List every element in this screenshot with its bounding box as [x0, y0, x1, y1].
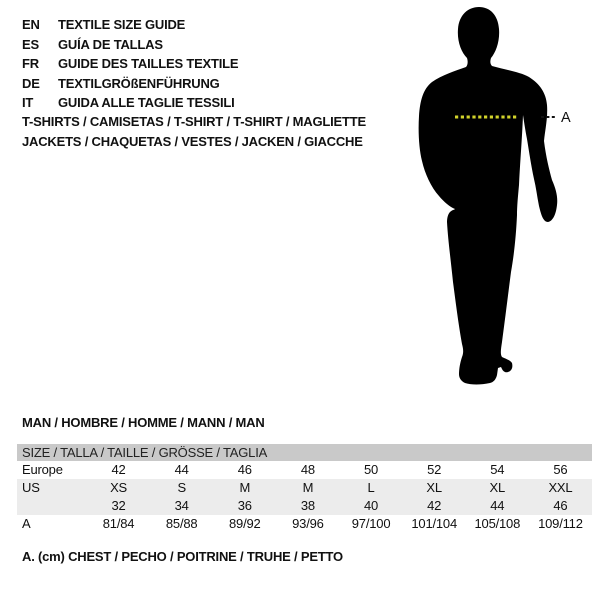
table-cell: 44 — [174, 462, 189, 477]
language-row — [22, 93, 238, 113]
measurement-footnote: A. (cm) CHEST / PECHO / POITRINE / TRUHE / PETTO — [22, 549, 343, 564]
table-cell: 56 — [553, 462, 568, 477]
language-row — [22, 54, 238, 74]
table-row-chest-a — [17, 515, 592, 533]
category-lines — [22, 112, 366, 152]
size-table-header: SIZE / TALLA / TAILLE / GRÖSSE / TAGLIA — [17, 444, 592, 461]
table-row-us-numeric — [17, 497, 592, 515]
language-list — [22, 15, 238, 113]
table-cell: 38 — [300, 498, 315, 513]
language-title: TEXTILE SIZE GUIDE — [58, 17, 186, 32]
table-cell: 93/96 — [292, 516, 324, 531]
size-table — [17, 444, 592, 533]
table-cell: 44 — [490, 498, 505, 513]
table-cell: 101/104 — [411, 516, 457, 531]
table-cell: XXL — [548, 480, 573, 495]
language-code: IT — [22, 95, 34, 110]
table-cell: 105/108 — [474, 516, 521, 531]
measurement-a-label: A — [561, 110, 571, 126]
language-row — [22, 15, 238, 35]
table-cell: 46 — [237, 462, 252, 477]
row-label: A — [22, 516, 31, 531]
table-cell: 85/88 — [165, 516, 198, 531]
table-cell: 40 — [364, 498, 379, 513]
table-row-europe — [17, 461, 592, 479]
table-cell: XL — [426, 480, 442, 495]
language-row — [22, 35, 238, 55]
table-cell: 50 — [364, 462, 379, 477]
man-silhouette-figure — [395, 0, 600, 400]
table-cell: 81/84 — [102, 516, 135, 531]
table-cell: 34 — [174, 498, 189, 513]
table-cell: 36 — [237, 498, 252, 513]
table-cell: L — [367, 480, 375, 495]
table-cell: XS — [110, 480, 128, 495]
table-cell: 109/112 — [538, 516, 583, 531]
table-cell: 42 — [427, 498, 442, 513]
row-label — [17, 497, 87, 515]
category-line-tshirts: T-SHIRTS / CAMISETAS / T-SHIRT / T-SHIRT / MAGLIETTE — [22, 114, 366, 129]
table-cell: 32 — [111, 498, 126, 513]
table-cell: 97/100 — [351, 516, 391, 531]
language-title: GUIDE DES TAILLES TEXTILE — [58, 56, 239, 71]
category-line-jackets: JACKETS / CHAQUETAS / VESTES / JACKEN / GIACCHE — [22, 134, 363, 149]
language-row — [22, 74, 238, 94]
man-silhouette — [419, 7, 558, 385]
language-code: FR — [22, 56, 39, 71]
language-title: GUÍA DE TALLAS — [58, 36, 163, 52]
table-cell: 89/92 — [229, 516, 261, 531]
language-title: GUIDA ALLE TAGLIE TESSILI — [58, 95, 235, 110]
table-cell: M — [239, 480, 251, 495]
table-row-us — [17, 479, 592, 497]
language-code: EN — [22, 17, 40, 32]
table-cell: 48 — [300, 462, 315, 477]
table-cell: S — [177, 480, 186, 495]
table-cell: 52 — [427, 462, 442, 477]
section-title-man: MAN / HOMBRE / HOMME / MANN / MAN — [22, 415, 265, 430]
language-title: TEXTILGRÖßENFÜHRUNG — [58, 75, 220, 91]
language-code: DE — [22, 75, 40, 91]
table-cell: 54 — [490, 462, 505, 477]
row-label: Europe — [22, 462, 63, 477]
table-cell: XL — [489, 480, 506, 495]
language-code: ES — [22, 36, 39, 52]
table-cell: M — [302, 480, 314, 495]
row-label: US — [22, 480, 40, 495]
table-cell: 42 — [111, 462, 126, 477]
table-cell: 46 — [553, 498, 568, 513]
